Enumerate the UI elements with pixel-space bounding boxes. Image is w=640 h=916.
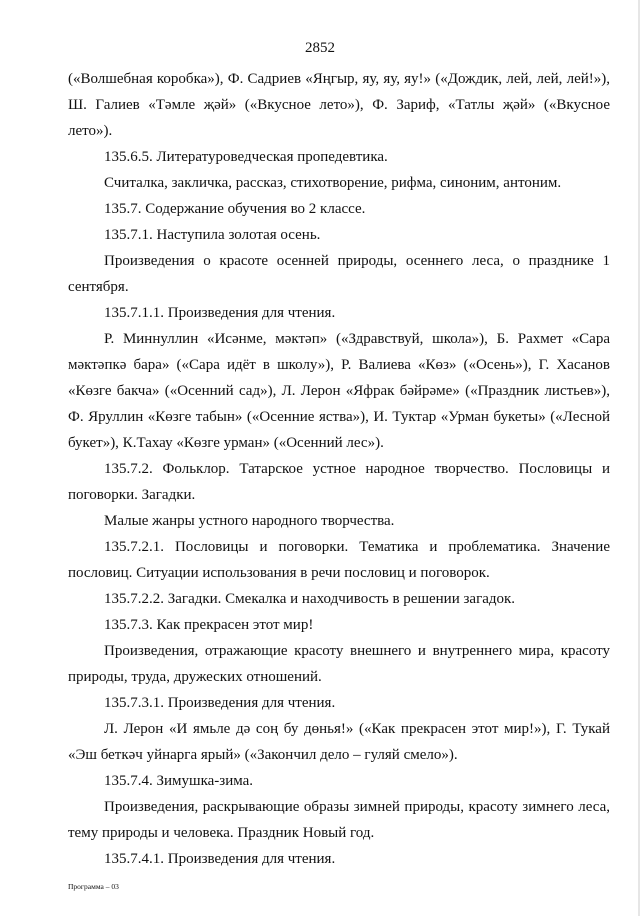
section-heading: 135.7.1.1. Произведения для чтения.	[104, 305, 336, 321]
section-heading: 135.7.3. Как прекрасен этот мир!	[104, 617, 314, 633]
section-heading: 135.7. Содержание обучения во 2 классе.	[104, 201, 366, 217]
paragraph-continuation: («Волшебная коробка»), Ф. Садриев «Яңгыр, яу, яу, яу!» («Дождик, лей, лей, лей!»), Ш. Галиев «Тәмле җәй» («Вкусное лето»), Ф. Зариф, «Татлы җәй» («Вкусное лето»).	[68, 71, 610, 139]
section-heading: 135.7.2. Фольклор. Татарское устное народное творчество. Пословицы и поговорки. Загадки.	[68, 461, 610, 503]
paragraph: Р. Миннуллин «Исәнме, мәктәп» («Здравствуй, школа»), Б. Рахмет «Сара мәктәпкә бара» («Сара идёт в школу»), Р. Валиева «Көз» («Осень»), Г. Хасанов «Көзге бакча» («Осенний сад»), Л. Лерон «Яфрак бәйрәме» («Праздник листьев»), Ф. Яруллин «Көзге табын» («Осенние яства»), И. Туктар «Урман букеты» («Лесной букет»), К.Тахау «Көзге урман» («Осенний лес»).	[68, 331, 610, 451]
section-heading: 135.7.3.1. Произведения для чтения.	[104, 695, 336, 711]
section-heading: 135.7.2.1. Пословицы и поговорки. Тематика и проблематика. Значение пословиц. Ситуации использования в речи пословиц и поговорок.	[68, 539, 610, 581]
section-heading: 135.7.2.2. Загадки. Смекалка и находчивость в решении загадок.	[104, 591, 516, 607]
section-heading: 135.7.4. Зимушка-зима.	[104, 773, 254, 789]
section-heading: 135.7.1. Наступила золотая осень.	[104, 227, 321, 243]
paragraph: Малые жанры устного народного творчества.	[104, 513, 395, 529]
paragraph: Произведения, раскрывающие образы зимней природы, красоту зимнего леса, тему природы и человека. Праздник Новый год.	[68, 799, 610, 841]
paragraph: Л. Лерон «И ямьле дә соң бу дөнья!» («Как прекрасен этот мир!»), Г. Тукай «Эш беткәч уйнарга ярый» («Закончил дело – гуляй смело»).	[68, 721, 610, 763]
paragraph: Произведения, отражающие красоту внешнего и внутреннего мира, красоту природы, труда, дружеских отношений.	[68, 643, 610, 685]
section-heading: 135.7.4.1. Произведения для чтения.	[104, 851, 336, 867]
paragraph: Считалка, закличка, рассказ, стихотворение, рифма, синоним, антоним.	[104, 175, 562, 191]
document-body	[68, 66, 610, 872]
footer-label: Программа – 03	[68, 882, 119, 891]
section-heading: 135.6.5. Литературоведческая пропедевтика.	[104, 149, 388, 165]
paragraph: Произведения о красоте осенней природы, осеннего леса, о празднике 1 сентября.	[68, 253, 610, 295]
page-number: 2852	[305, 40, 335, 56]
